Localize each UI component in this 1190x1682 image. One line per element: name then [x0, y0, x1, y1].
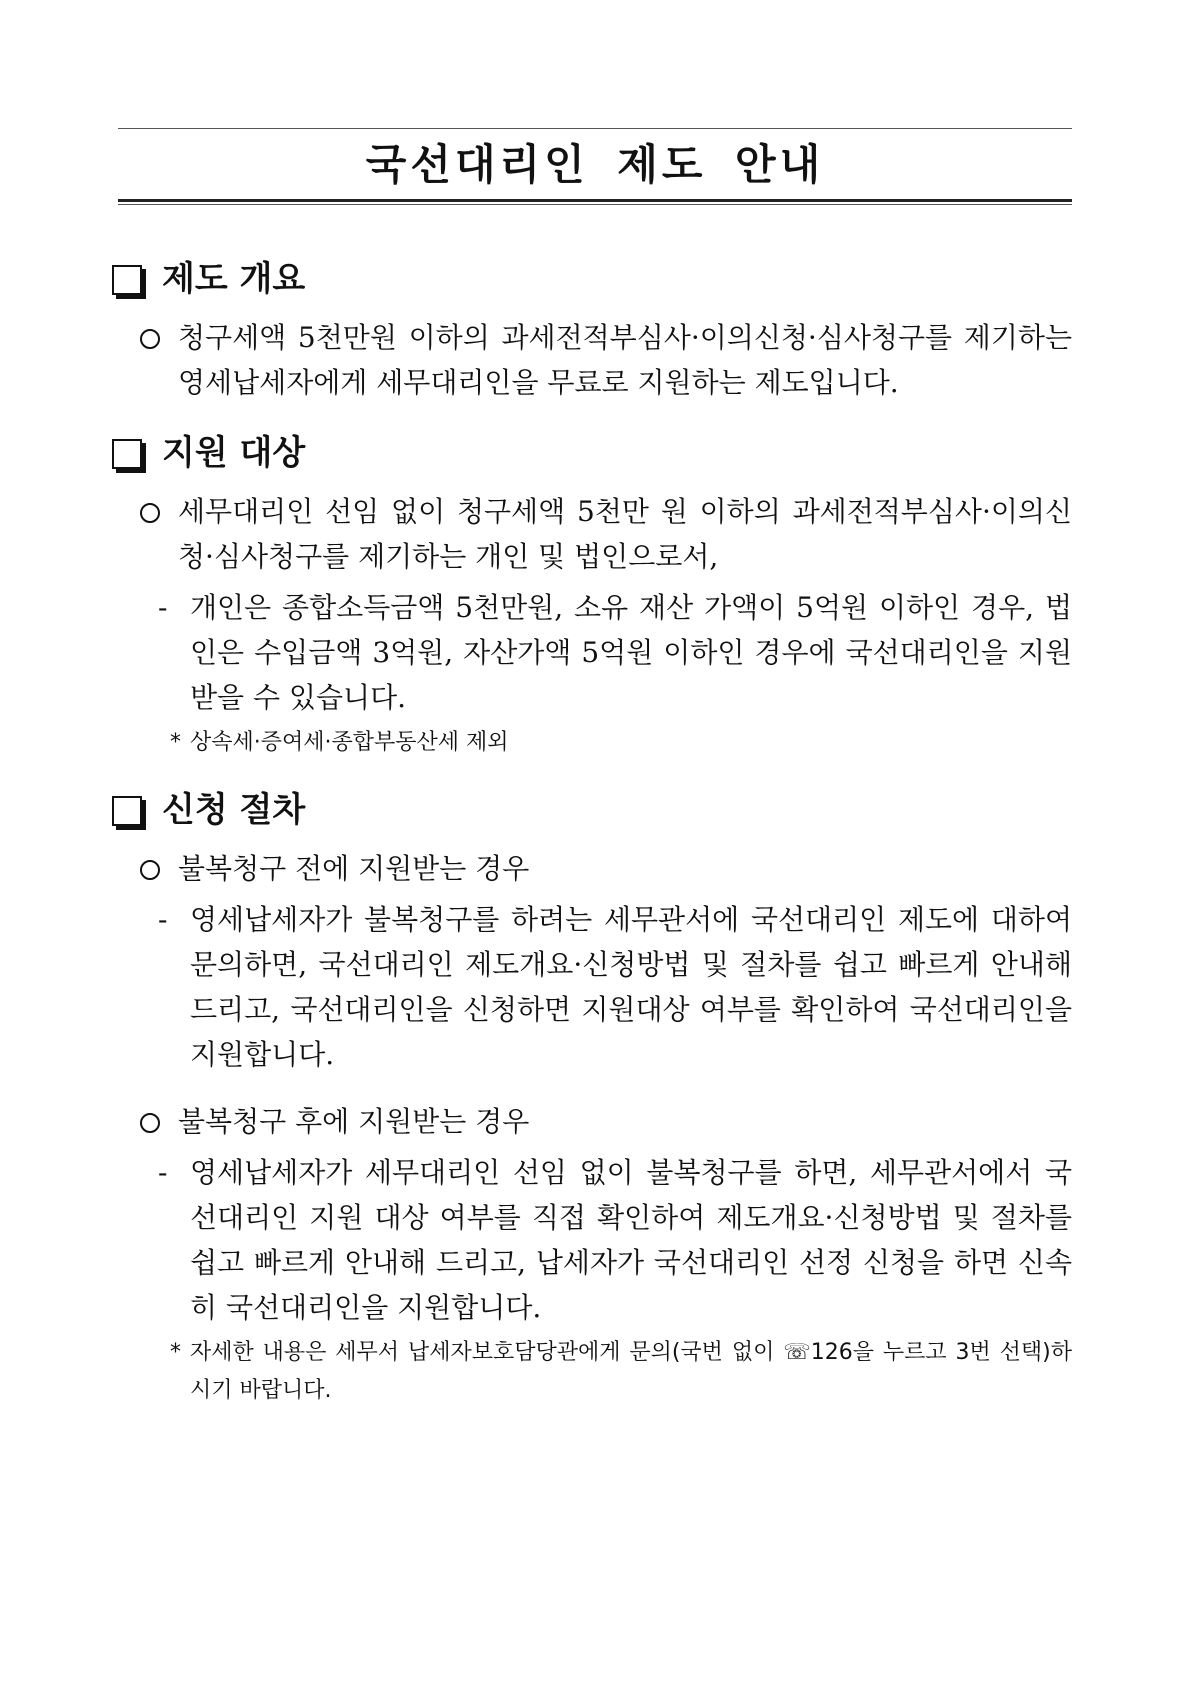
footnote-text: 자세한 내용은 세무서 납세자보호담당관에게 문의(국번 없이 ☏126을 누르고 3번 선택)하시기 바랍니다. — [190, 1340, 1072, 1403]
list-item — [118, 1099, 1072, 1144]
list-item-text: 세무대리인 선임 없이 청구세액 5천만 원 이하의 과세전적부심사·이의신청·심사청구를 제기하는 개인 및 법인으로서, — [178, 495, 1072, 573]
dash-bullet: - — [158, 903, 168, 936]
title-bottom-thin-rule — [118, 204, 1072, 205]
footnote — [118, 1334, 1072, 1410]
sub-list-item — [118, 585, 1072, 720]
checkbox-square-icon — [112, 265, 142, 295]
list-item — [118, 315, 1072, 405]
asterisk-mark: * — [170, 730, 181, 755]
list-item — [118, 846, 1072, 891]
document-page — [118, 128, 1072, 1410]
sub-list-item-text: 영세납세자가 불복청구를 하려는 세무관서에 국선대리인 제도에 대하여 문의하면, 국선대리인 제도개요·신청방법 및 절차를 쉽고 빠르게 안내해 드리고, 국선대리인을 신청하면 지원대상 여부를 확인하여 국선대리인을 지원합니다. — [190, 903, 1072, 1071]
page-title: 국선대리인 제도 안내 — [365, 140, 825, 189]
section-heading-text: 신청 절차 — [162, 790, 306, 830]
asterisk-mark: * — [170, 1340, 181, 1365]
circle-bullet-icon — [140, 1099, 160, 1146]
title-top-rule — [118, 128, 1072, 129]
dash-bullet: - — [158, 591, 168, 624]
list-item-text: 불복청구 전에 지원받는 경우 — [178, 852, 530, 885]
sub-list-item-text: 개인은 종합소득금액 5천만원, 소유 재산 가액이 5억원 이하인 경우, 법인은 수입금액 3억원, 자산가액 5억원 이하인 경우에 국선대리인을 지원받을 수 있습니다. — [190, 591, 1072, 714]
list-item — [118, 489, 1072, 579]
list-item-text: 청구세액 5천만원 이하의 과세전적부심사·이의신청·심사청구를 제기하는 영세납세자에게 세무대리인을 무료로 지원하는 제도입니다. — [178, 321, 1072, 399]
sub-list-item — [118, 1150, 1072, 1330]
circle-bullet-icon — [140, 846, 160, 893]
sub-list-item — [118, 897, 1072, 1077]
section-heading-procedure — [112, 788, 1072, 832]
checkbox-square-icon — [112, 439, 142, 469]
checkbox-square-icon — [112, 796, 142, 826]
section-heading-overview — [112, 257, 1072, 301]
circle-bullet-icon — [140, 315, 160, 362]
list-item-text: 불복청구 후에 지원받는 경우 — [178, 1105, 530, 1138]
dash-bullet: - — [158, 1156, 168, 1189]
footnote-text: 상속세·증여세·종합부동산세 제외 — [190, 730, 509, 755]
section-heading-text: 지원 대상 — [162, 433, 306, 473]
title-bottom-rule — [118, 199, 1072, 202]
section-heading-text: 제도 개요 — [162, 259, 306, 299]
circle-bullet-icon — [140, 489, 160, 536]
sub-list-item-text: 영세납세자가 세무대리인 선임 없이 불복청구를 하면, 세무관서에서 국선대리인 지원 대상 여부를 직접 확인하여 제도개요·신청방법 및 절차를 쉽고 빠르게 안내해 드리고, 납세자가 국선대리인 선정 신청을 하면 신속히 국선대리인을 지원합니다. — [190, 1156, 1072, 1324]
footnote — [118, 724, 1072, 762]
section-heading-eligibility — [112, 431, 1072, 475]
